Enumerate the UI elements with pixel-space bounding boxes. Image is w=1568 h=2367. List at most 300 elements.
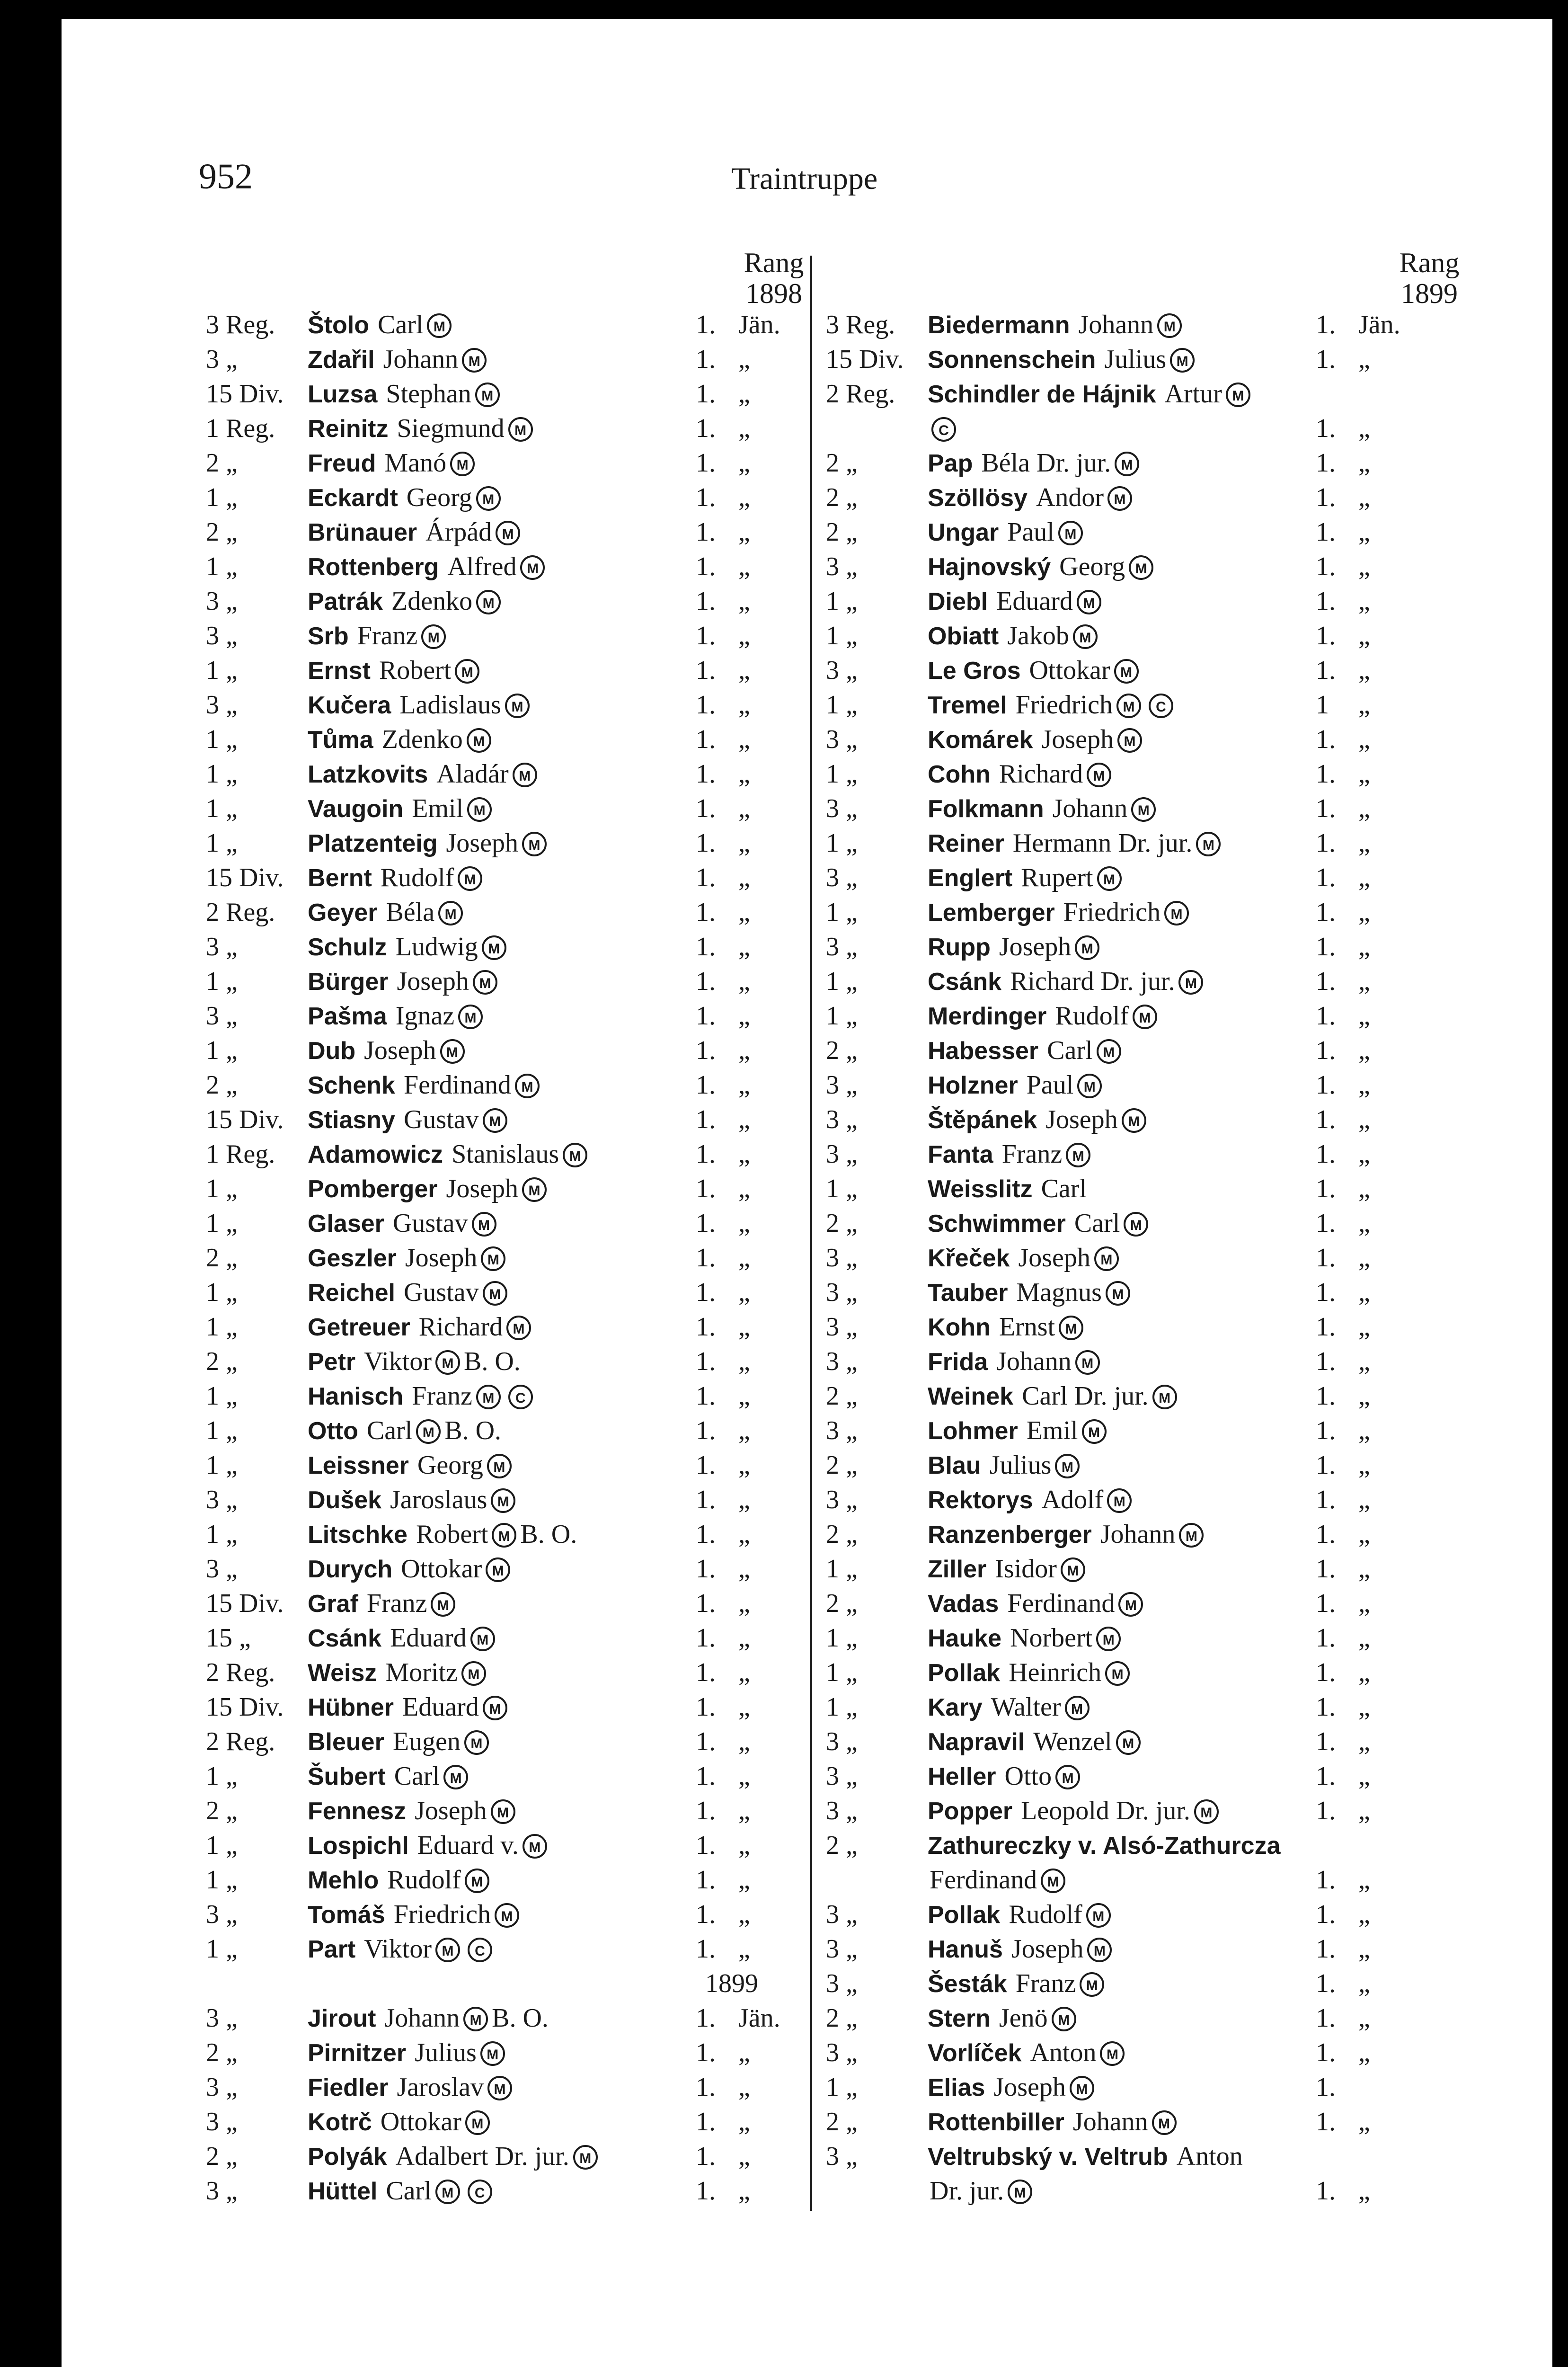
m-mark-icon: M — [1105, 1661, 1130, 1686]
year-marker: 1899 — [705, 1969, 758, 1998]
list-item — [62, 1275, 1552, 1310]
m-mark-icon: M — [1152, 2110, 1177, 2135]
given-names: Carl — [1041, 1174, 1087, 1203]
list-item — [62, 1103, 1552, 1137]
person-name — [928, 1483, 1135, 1518]
m-mark-icon: M — [1059, 1316, 1083, 1340]
list-item — [62, 550, 1552, 584]
list-item — [62, 2036, 1552, 2070]
m-mark-icon: M — [1164, 901, 1189, 925]
list-item — [62, 1552, 1552, 1586]
given-names: Joseph — [364, 1036, 436, 1065]
rank-month: „ — [1358, 621, 1370, 650]
rank-month: „ — [738, 1070, 750, 1100]
given-names: Joseph — [1041, 725, 1114, 754]
unit-label: 1 „ — [826, 587, 858, 616]
given-names: Otto — [1004, 1762, 1052, 1791]
surname: Durych — [308, 1556, 393, 1583]
given-names: Eduard v. — [417, 1831, 519, 1860]
given-names: Gustav — [403, 1278, 479, 1307]
rank-month: „ — [1358, 1416, 1370, 1445]
rank-day: 1. — [696, 690, 716, 720]
given-names: Ladislaus — [399, 690, 501, 720]
surname: Hübner — [308, 1694, 394, 1721]
unit-label: 1 „ — [206, 1762, 238, 1791]
rank-day: 1. — [696, 1450, 716, 1480]
list-item — [62, 1068, 1552, 1103]
rank-day: 1. — [1316, 863, 1336, 892]
list-item — [62, 2070, 1552, 2105]
m-mark-icon: M — [438, 901, 463, 925]
given-names: Ignaz — [395, 1001, 455, 1031]
list-item — [62, 930, 1552, 964]
surname: Heller — [928, 1763, 996, 1790]
rank-day: 1. — [696, 1416, 716, 1445]
surname: Tauber — [928, 1279, 1008, 1307]
m-mark-icon: M — [476, 1385, 501, 1409]
unit-label: 2 „ — [826, 1520, 858, 1549]
unit-label: 2 „ — [826, 1831, 858, 1860]
rank-month: „ — [1358, 1623, 1370, 1653]
m-mark-icon: M — [1129, 555, 1153, 580]
rank-day: 1. — [696, 759, 716, 789]
rank-day: 1. — [1316, 1278, 1336, 1307]
given-names: Walter — [991, 1692, 1061, 1722]
m-mark-icon: M — [1075, 1350, 1100, 1375]
rank-day: 1. — [696, 1727, 716, 1756]
rank-day: 1. — [696, 379, 716, 409]
given-names: Johann — [384, 2003, 460, 2033]
list-item — [62, 2105, 1552, 2139]
person-name — [928, 1655, 1134, 1691]
rank-month: „ — [738, 1692, 750, 1722]
given-names: Viktor — [364, 1934, 432, 1964]
surname: Vaugoin — [308, 795, 404, 823]
person-name — [928, 377, 1254, 412]
m-mark-icon: M — [1226, 383, 1250, 407]
person-name — [928, 550, 1157, 585]
person-name — [928, 2070, 1098, 2105]
list-item — [62, 757, 1552, 792]
surname: Csánk — [928, 968, 1002, 996]
person-name — [928, 481, 1136, 516]
given-names: Eduard — [402, 1692, 479, 1722]
person-name — [928, 964, 1207, 999]
person-name — [928, 688, 1177, 723]
m-mark-icon: M — [472, 1212, 496, 1237]
rank-month: „ — [738, 2038, 750, 2067]
surname: Holzner — [928, 1072, 1018, 1099]
rank-suffix: B. O. — [464, 1347, 521, 1376]
given-names: Eduard — [390, 1623, 467, 1653]
list-item — [62, 446, 1552, 481]
unit-label: 3 „ — [206, 690, 238, 720]
person-name — [928, 999, 1161, 1034]
m-mark-icon: M — [483, 1108, 507, 1133]
rank-day: 1. — [1316, 1036, 1336, 1065]
rank-month: „ — [1358, 1865, 1370, 1895]
given-names: Béla Dr. jur. — [981, 448, 1111, 478]
rank-day: 1. — [696, 1174, 716, 1203]
m-mark-icon: M — [480, 2041, 505, 2066]
unit-label: 3 „ — [206, 1001, 238, 1031]
given-names: Jaroslav — [397, 2073, 484, 2102]
unit-label: 1 „ — [826, 828, 858, 858]
person-name — [928, 1897, 1115, 1932]
person-name — [928, 2036, 1128, 2071]
rank-month: „ — [1358, 690, 1370, 720]
rank-day: 1. — [1316, 1070, 1336, 1100]
rank-month: „ — [738, 690, 750, 720]
m-mark-icon: M — [1114, 659, 1139, 684]
m-mark-icon: M — [573, 2145, 598, 2170]
list-item — [62, 1655, 1552, 1690]
rank-month: „ — [738, 898, 750, 927]
person-name — [928, 653, 1143, 688]
unit-label: 3 „ — [826, 725, 858, 754]
given-names: Franz — [366, 1589, 427, 1618]
rank-month: „ — [1358, 1278, 1370, 1307]
given-names: Richard — [999, 759, 1083, 789]
unit-label: 2 „ — [206, 517, 238, 547]
m-mark-icon: M — [464, 1730, 489, 1755]
rank-day: 1. — [696, 1001, 716, 1031]
m-mark-icon: M — [1118, 1592, 1143, 1617]
surname: Tůma — [308, 726, 373, 754]
m-mark-icon: M — [1152, 1385, 1177, 1409]
rank-day: 1. — [1316, 1001, 1336, 1031]
rank-day: 1. — [696, 1865, 716, 1895]
rank-month: „ — [738, 1900, 750, 1929]
rank-month: „ — [1358, 828, 1370, 858]
unit-label: 3 Reg. — [206, 310, 275, 339]
list-item — [62, 411, 1552, 446]
m-mark-icon: M — [470, 1627, 495, 1651]
surname: Litschke — [308, 1521, 408, 1548]
rank-day: 1. — [1316, 310, 1336, 339]
m-mark-icon: M — [1066, 1143, 1090, 1167]
rank-month: „ — [1358, 1139, 1370, 1169]
rank-day: 1. — [1316, 725, 1336, 754]
m-mark-icon: M — [1052, 2007, 1076, 2031]
person-name — [928, 308, 1186, 343]
surname: Dušek — [308, 1486, 382, 1514]
unit-label: 1 „ — [206, 1209, 238, 1238]
rank-day: 1. — [696, 483, 716, 512]
m-mark-icon: M — [475, 383, 500, 407]
list-item — [62, 377, 1552, 411]
surname: Pomberger — [308, 1175, 438, 1203]
rank-month: „ — [738, 1174, 750, 1203]
unit-label: 3 „ — [826, 1105, 858, 1134]
given-names: Franz — [412, 1381, 472, 1411]
rank-month: „ — [1358, 1243, 1370, 1272]
rank-month: „ — [738, 414, 750, 443]
given-names: Georg — [406, 483, 472, 512]
given-names: Stephan — [386, 379, 471, 409]
given-names: Friedrich — [1063, 898, 1161, 927]
rank-day: 1. — [696, 2176, 716, 2206]
rank-day: 1. — [696, 1139, 716, 1169]
m-mark-icon: M — [1115, 452, 1139, 476]
unit-label: 2 Reg. — [206, 898, 275, 927]
given-names: Georg — [417, 1450, 483, 1480]
surname: Glaser — [308, 1210, 384, 1237]
person-name — [928, 1586, 1147, 1621]
surname: Leissner — [308, 1452, 409, 1479]
rank-day: 1. — [1316, 587, 1336, 616]
surname: Schulz — [308, 934, 387, 961]
given-names: Siegmund — [397, 414, 505, 443]
rank-day: 1. — [1316, 1450, 1336, 1480]
rank-day: 1. — [1316, 967, 1336, 996]
rank-month: „ — [1358, 1762, 1370, 1791]
rank-day: 1. — [1316, 1381, 1336, 1411]
rank-day: 1. — [696, 1209, 716, 1238]
given-names: Friedrich — [1015, 690, 1113, 720]
m-mark-icon: M — [487, 2076, 512, 2100]
rank-day: 1. — [1316, 1658, 1336, 1687]
surname: Ziller — [928, 1556, 987, 1583]
unit-label: 2 „ — [206, 1796, 238, 1825]
person-name — [928, 446, 1143, 481]
m-mark-icon: M — [508, 417, 533, 442]
unit-label: 3 „ — [206, 932, 238, 961]
m-mark-icon: M — [482, 935, 506, 960]
rank-day: 1. — [1316, 2003, 1336, 2033]
rank-month: „ — [1358, 1070, 1370, 1100]
given-names: Richard — [418, 1312, 503, 1342]
rank-day: 1. — [1316, 1900, 1336, 1929]
rank-month: „ — [738, 725, 750, 754]
unit-label: 2 „ — [826, 483, 858, 512]
rank-month: „ — [738, 1243, 750, 1272]
unit-label: 1 „ — [206, 1036, 238, 1065]
rank-month: „ — [738, 1139, 750, 1169]
rank-day: 1. — [1316, 828, 1336, 858]
surname: Brünauer — [308, 519, 417, 546]
unit-label: 2 Reg. — [206, 1727, 275, 1756]
person-name — [928, 1759, 1084, 1794]
m-mark-icon: M — [1075, 935, 1099, 960]
rank-month: „ — [738, 2176, 750, 2206]
given-names: Ottokar — [1029, 656, 1110, 685]
surname: Hajnovský — [928, 553, 1051, 581]
unit-label: 1 „ — [206, 1312, 238, 1342]
surname: Eckardt — [308, 484, 398, 512]
rank-month: „ — [738, 517, 750, 547]
m-mark-icon: M — [1055, 1765, 1080, 1789]
rank-day: 1. — [1316, 2038, 1336, 2067]
m-mark-icon: M — [1073, 624, 1098, 649]
surname: Reiner — [928, 830, 1004, 857]
given-names: Gustav — [392, 1209, 468, 1238]
list-item — [62, 1863, 1552, 1897]
unit-label: 1 „ — [826, 621, 858, 650]
surname: Kohn — [928, 1314, 991, 1341]
surname: Szöllösy — [928, 484, 1028, 512]
unit-label: 1 „ — [206, 794, 238, 823]
unit-label: 1 „ — [826, 898, 858, 927]
rank-day: 1. — [696, 898, 716, 927]
given-names: Emil — [412, 794, 464, 823]
surname: Geyer — [308, 899, 378, 926]
unit-label: 15 Div. — [826, 345, 904, 374]
rank-month: „ — [1358, 483, 1370, 512]
list-item — [62, 1344, 1552, 1379]
given-names: Joseph — [1011, 1934, 1084, 1964]
surname: Pollak — [928, 1901, 1001, 1929]
given-names: Joseph — [397, 967, 469, 996]
rank-day: 1. — [1316, 1312, 1336, 1342]
surname: Šesták — [928, 1970, 1007, 1998]
m-mark-icon: M — [492, 1523, 516, 1548]
given-names: Franz — [1001, 1139, 1063, 1169]
m-mark-icon: M — [1070, 2076, 1094, 2100]
rank-month: „ — [738, 1312, 750, 1342]
unit-label: 3 „ — [826, 863, 858, 892]
m-mark-icon: M — [1133, 1005, 1157, 1029]
rank-month: „ — [1358, 863, 1370, 892]
person-name — [928, 619, 1101, 654]
surname: Englert — [928, 864, 1013, 892]
surname: Zathureczky v. Alsó-Zathurcza — [928, 1832, 1281, 1860]
rank-day: 1. — [696, 1762, 716, 1791]
list-item — [62, 1621, 1552, 1655]
m-mark-icon: M — [1122, 1108, 1146, 1133]
given-names: Adolf — [1041, 1485, 1104, 1514]
m-mark-icon: M — [455, 659, 479, 684]
given-names: Julius — [415, 2038, 477, 2067]
rank-month: „ — [738, 967, 750, 996]
surname: Zdařil — [308, 346, 375, 374]
rank-day: 1. — [696, 1520, 716, 1549]
unit-label: 1 „ — [826, 1658, 858, 1687]
surname: Kotrč — [308, 2109, 372, 2136]
rank-day: 1. — [1316, 1762, 1336, 1791]
list-item — [62, 1967, 1552, 2001]
surname: Mehlo — [308, 1867, 379, 1894]
rank-suffix: B. O. — [444, 1416, 502, 1445]
m-mark-icon: M — [563, 1143, 587, 1167]
unit-label: 3 „ — [826, 1070, 858, 1100]
surname: Blau — [928, 1452, 981, 1479]
unit-label: 15 Div. — [206, 1105, 284, 1134]
rank-month: „ — [738, 1209, 750, 1238]
unit-label: 3 „ — [206, 621, 238, 650]
list-item — [62, 342, 1552, 377]
surname: Křeček — [928, 1245, 1010, 1272]
rank-day: 1. — [696, 863, 716, 892]
given-names: Wenzel — [1033, 1727, 1112, 1756]
surname: Polyák — [308, 2143, 387, 2171]
surname: Dub — [308, 1037, 356, 1065]
unit-label: 2 „ — [826, 1209, 858, 1238]
rank-day: 1. — [696, 1312, 716, 1342]
rank-month: „ — [1358, 1658, 1370, 1687]
rank-month: „ — [1358, 794, 1370, 823]
given-names: Adalbert Dr. jur. — [395, 2142, 569, 2171]
surname: Pap — [928, 450, 973, 477]
given-names: Johann — [996, 1347, 1072, 1376]
rank-month: „ — [738, 1105, 750, 1134]
rank-month: „ — [738, 1036, 750, 1065]
rank-day: 1. — [696, 1831, 716, 1860]
list-item — [62, 584, 1552, 619]
m-mark-icon: M — [1087, 1938, 1112, 1962]
rank-month: „ — [1358, 1969, 1370, 1998]
given-names: Leopold Dr. jur. — [1021, 1796, 1190, 1825]
given-names: Johann — [1052, 794, 1128, 823]
unit-label: 1 „ — [826, 759, 858, 789]
rank-day: 1. — [1316, 1969, 1336, 1998]
rank-month: „ — [738, 1554, 750, 1584]
rank-month: „ — [738, 1865, 750, 1895]
right-rang-heading: Rang — [1399, 247, 1460, 278]
m-mark-icon: M — [1194, 1799, 1219, 1824]
rank-day: 1. — [696, 1554, 716, 1584]
unit-label: 1 „ — [206, 1381, 238, 1411]
given-names: Zdenko — [381, 725, 463, 754]
m-mark-icon: M — [443, 1765, 468, 1789]
m-mark-icon: M — [483, 1696, 507, 1720]
unit-label: 3 „ — [206, 1554, 238, 1584]
unit-label: 3 „ — [206, 2003, 238, 2033]
rank-day: 1. — [696, 828, 716, 858]
rank-month: Jän. — [738, 310, 780, 339]
list-item — [62, 1448, 1552, 1483]
surname: Luzsa — [308, 381, 378, 408]
rank-month: „ — [1358, 517, 1370, 547]
unit-label: 1 „ — [206, 725, 238, 754]
person-name — [928, 826, 1224, 861]
rank-day: 1. — [696, 1381, 716, 1411]
surname: Fanta — [928, 1141, 993, 1168]
surname: Habesser — [928, 1037, 1039, 1065]
m-mark-icon: M — [1058, 521, 1083, 545]
surname: Kary — [928, 1694, 983, 1721]
rank-month: „ — [738, 552, 750, 581]
m-mark-icon: M — [486, 1557, 510, 1582]
m-mark-icon: M — [435, 2180, 460, 2204]
surname: Weisz — [308, 1659, 377, 1687]
rank-day: 1. — [1316, 656, 1336, 685]
surname: Schenk — [308, 1072, 395, 1099]
m-mark-icon: M — [421, 624, 446, 649]
rank-month: „ — [738, 1796, 750, 1825]
surname: Fennesz — [308, 1797, 407, 1825]
given-names: Joseph — [999, 932, 1072, 961]
person-name — [928, 2174, 1036, 2208]
given-names: Jaroslaus — [390, 1485, 487, 1514]
m-mark-icon: M — [487, 1454, 512, 1478]
person-name — [928, 1863, 1069, 1897]
rank-month: „ — [1358, 1727, 1370, 1756]
list-item — [62, 1517, 1552, 1552]
person-name — [928, 1206, 1152, 1241]
list-item — [62, 1586, 1552, 1621]
surname: Schwimmer — [928, 1210, 1066, 1237]
m-mark-icon: M — [476, 486, 501, 511]
given-names: Artur — [1164, 379, 1222, 409]
list-item — [62, 1932, 1552, 1967]
given-names: Julius — [989, 1450, 1052, 1480]
rank-month: „ — [1358, 898, 1370, 927]
given-names: Carl — [366, 1416, 413, 1445]
list-item — [62, 308, 1552, 342]
person-name — [928, 861, 1125, 896]
unit-label: 2 „ — [826, 1450, 858, 1480]
